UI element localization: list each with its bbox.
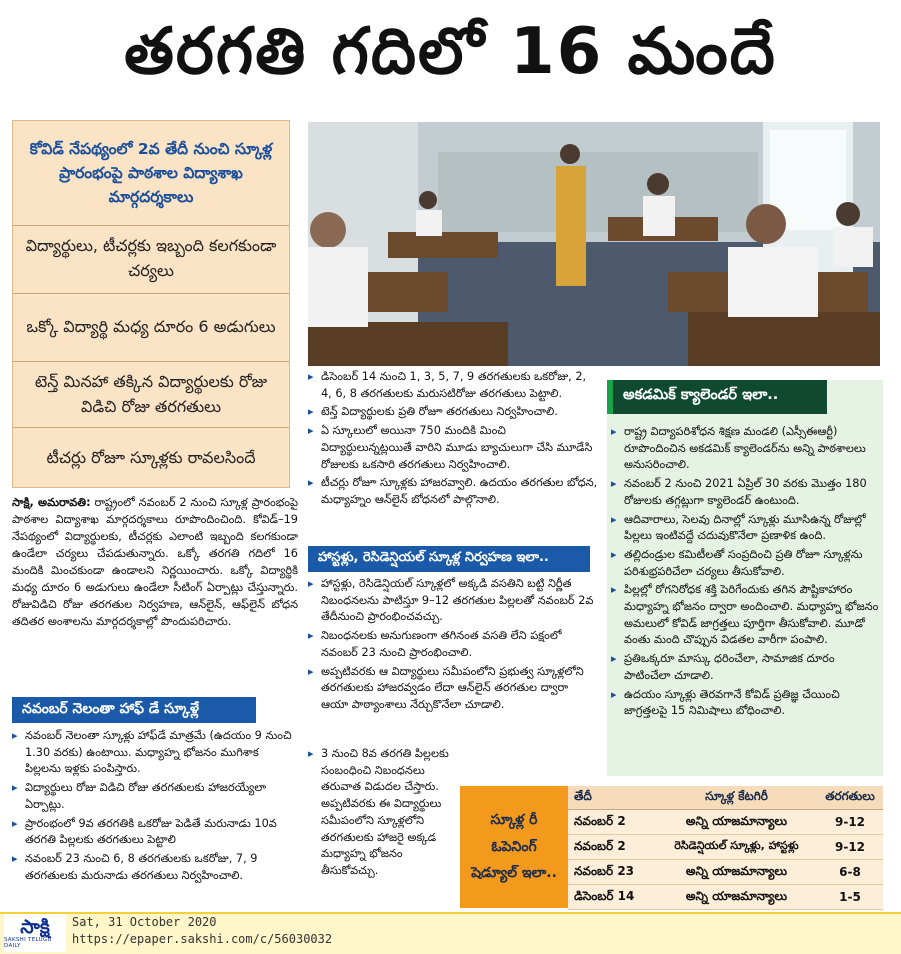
- schedule-label: [460, 786, 568, 908]
- hostel-last-point: ▸ 3 నుంచి 8వ తరగతి పిల్లలకు సంబంధించి నిబంధనలు తరువాత విడుదల చేస్తారు. అప్పటివరకు ఈ విద్యార్థులు సమీపంలోని స్కూళ్లలోని తరగతులకు హాజరై అక్కడ మధ్యాహ్న భోజనం తీసుకోవచ్చు.: [308, 747, 449, 877]
- list-item: ▸ ఆదివారాలు, సెలవు దినాల్లో స్కూళ్లు మూసిఉన్న రోజుల్లో పిల్లలు ఇంటివద్దే చదువుకొనేలా ప్రణాళిక ఉంది.: [611, 512, 879, 545]
- cell: 1-5: [817, 885, 883, 910]
- guideline-point: ఒక్కో విద్యార్థి మధ్య దూరం 6 అడుగులు: [26, 316, 276, 336]
- table-row: [568, 885, 883, 910]
- intro-text: రాష్ట్రంలో నవంబర్ 2 నుంచి స్కూళ్ల ప్రారంభంపై పాఠశాల విద్యాశాఖ మార్గదర్శకాలు రూపొందించింది. కోవిడ్–19 నేపథ్యంలో విద్యార్థులకు, టీచర్లకు ఎలాంటి ఇబ్బంది కలగకుండా ఉండేలా చర్యలు చేపడుతున్నారు. ఒక్కో తరగతి గదిలో 16 మందికి మించకుండా ఉండాలని నిర్ణయించారు. ఒక్కో విద్యార్థికి మధ్య దూరం 6 అడుగులు ఉండేలా సీటింగ్ ఏర్పాట్లు చేస్తున్నారు. రోజువిడిచి రోజు తరగతుల నిర్వహణ, ఆన్‌లైన్, ఆఫ్‌లైన్ బోధన తదితర అంశాలను మార్గదర్శకాల్లో పొందుపరిచారు.: [12, 496, 298, 628]
- sakshi-logo[interactable]: [4, 914, 66, 952]
- hostel-banner: హాస్టళ్లు, రెసిడెన్షియల్ స్కూళ్ల నిర్వహణ ఇలా..: [308, 546, 590, 572]
- headline: తరగతి గదిలో 16 మందే: [124, 14, 777, 89]
- list-item: ▸ నిబంధనలకు అనుగుణంగా తగినంత వసతి లేని పక్షంలో నవంబర్ 23 నుంచి ప్రారంభించాలి.: [308, 628, 598, 661]
- cell: 6-8: [817, 860, 883, 885]
- list-item: ▸ ప్రారంభంలో 9వ తరగతికి ఒకరోజు పెడితే మరునాడు 10వ తరగతి పిల్లలకు తరగతులు పెట్టాలి: [12, 816, 298, 849]
- classroom-photo-illustration: [308, 122, 880, 366]
- cell: 9-12: [817, 810, 883, 835]
- list-item: ▸ నవంబర్ నెలంతా స్కూళ్లు హాఫ్‌డే మాత్రమే (ఉదయం 9 నుంచి 1.30 వరకు) ఉంటాయి. మధ్యాహ్న భోజనం ముగిశాక పిల్లలను ఇళ్లకు పంపిస్తారు.: [12, 728, 298, 778]
- guideline-point: టీచర్లు రోజూ స్కూళ్లకు రావలసిందే: [46, 447, 256, 467]
- table-row: [568, 810, 883, 835]
- col-date: తేదీ: [568, 786, 656, 810]
- intro-paragraph: [12, 494, 298, 688]
- table-row: [568, 835, 883, 860]
- cell: అన్ని యాజమాన్యాలు: [656, 885, 817, 910]
- logo-subtitle: SAKSHI TELUGU DAILY: [4, 937, 52, 949]
- list-item: ▸ పిల్లల్లో రోగనిరోధక శక్తి పెరిగేందుకు తగిన పౌష్టికాహారం మధ్యాహ్న భోజనం ద్వారా అందించాలి. మధ్యాహ్న భోజనం అమలులో కోవిడ్ జాగ్రత్తలు పూర్తిగా తీసుకోవాలి. మూడో వంతు మంది చొప్పున విడతల వారీగా పంపాలి.: [611, 582, 879, 649]
- cell: 9-12: [817, 835, 883, 860]
- cell: రెసిడెన్షియల్ స్కూళ్లు, హాస్టళ్లు: [656, 835, 817, 860]
- halfday-banner: నవంబర్ నెలంతా హాఫ్ డే స్కూళ్లే: [12, 697, 256, 723]
- list-item: ▸ ప్రతిఒక్కరూ మాస్కు ధరించేలా, సామాజిక దూరం పాటించేలా చూడాలి.: [611, 651, 879, 684]
- epaper-link[interactable]: https://epaper.sakshi.com/c/56030032: [72, 932, 333, 946]
- list-item: ▸ టెన్త్ విద్యార్థులకు ప్రతి రోజూ తరగతులు నిర్వహించాలి.: [308, 404, 598, 421]
- list-item: ▸ డిసెంబర్ 14 నుంచి 1, 3, 5, 7, 9 తరగతులకు ఒకరోజు, 2, 4, 6, 8 తరగతులకు మరుసటిరోజు తరగతులు పెట్టాలి.: [308, 369, 598, 402]
- academic-banner: అకడమిక్ క్యాలెండర్ ఇలా..: [607, 380, 827, 414]
- cell: నవంబర్ 23: [568, 860, 656, 885]
- schedule-table: [568, 786, 883, 910]
- edition-date: Sat, 31 October 2020: [72, 915, 217, 929]
- list-item: ▸ నవంబర్ 23 నుంచి 6, 8 తరగతులకు ఒకరోజు, 7, 9 తరగతులకు మరునాడు తరగతులు నిర్వహించాలి.: [12, 851, 298, 884]
- table-header-row: [568, 786, 883, 810]
- list-item: ▸ అప్పటివరకు ఆ విద్యార్థులు సమీపంలోని ప్రభుత్వ స్కూళ్లలోని తరగతులకు హాజరవ్వడం లేదా ఆన్‌లైన్ తరగతుల ద్వారా ఆయా పాఠ్యాంశాలు నేర్చుకొనేలా చూడాలి.: [308, 664, 598, 714]
- list-item: ▸ విద్యార్థులు రోజు విడిచి రోజు తరగతులకు హాజరయ్యేలా ఏర్పాట్లు.: [12, 780, 298, 813]
- col-classes: తరగతులు: [817, 786, 883, 810]
- logo-text: సాక్షి: [20, 916, 50, 938]
- dateline: సాక్షి, అమరావతి:: [12, 496, 91, 509]
- list-item: ▸ హాస్టళ్లు, రెసిడెన్షియల్ స్కూళ్లలో అక్కడి వసతిని బట్టి నిర్ణీత నిబంధనలను పాటిస్తూ 9–12 తరగతుల పిల్లలతో నవంబర్ 2వ తేదీనుంచి ప్రారంభించవచ్చు.: [308, 576, 598, 626]
- guideline-point: విద్యార్థులు, టీచర్లకు ఇబ్బంది కలగకుండా చర్యలు: [25, 236, 277, 280]
- guideline-point: టెన్త్ మినహా తక్కిన విద్యార్థులకు రోజు విడిచి రోజు తరగతులు: [34, 372, 268, 416]
- list-item: ▸ నవంబర్ 2 నుంచి 2021 ఏప్రిల్ 30 వరకు మొత్తం 180 రోజులకు తగ్గట్లుగా క్యాలెండర్ ఉంటుంది.: [611, 476, 879, 509]
- cell: నవంబర్ 2: [568, 835, 656, 860]
- list-item: ▸ ఉదయం స్కూళ్లు తెరవగానే కోవిడ్ ప్రతిజ్ఞ చేయించి జాగ్రత్తలపై 15 నిమిషాలు బోధించాలి.: [611, 687, 879, 720]
- cell: నవంబర్ 2: [568, 810, 656, 835]
- cell: డిసెంబర్ 14: [568, 885, 656, 910]
- hostel-last-text: 3 నుంచి 8వ తరగతి పిల్లలకు సంబంధించి నిబంధనలు తరువాత విడుదల చేస్తారు. అప్పటివరకు ఈ విద్యార్థులు సమీపంలోని స్కూళ్లలోని తరగతులకు హాజరై అక్కడ మధ్యాహ్న భోజనం తీసుకోవచ్చు.: [321, 747, 449, 877]
- list-item: ▸ తల్లిదండ్రుల కమిటీలతో సంప్రదించి ప్రతి రోజూ స్కూళ్లను పరిశుభ్రపరిచేలా చర్యలు తీసుకోవాలి.: [611, 547, 879, 580]
- guidelines-box: [12, 120, 290, 488]
- guidelines-heading: కోవిడ్ నేపథ్యంలో 2వ తేదీ నుంచి స్కూళ్ల ప్రారంభంపై పాఠశాల విద్యాశాఖ మార్గదర్శకాలు: [29, 139, 273, 206]
- list-item: ▸ రాష్ట్ర విద్యాపరిశోధన శిక్షణ మండలి (ఎస్సీఈఆర్టీ) రూపొందించిన అకడమిక్ క్యాలెండర్‌ను అన్ని పాఠశాలలు అనుసరించాలి.: [611, 424, 879, 474]
- list-item: ▸ టీచర్లు రోజూ స్కూళ్లకు హాజరవ్వాలి. ఉదయం తరగతుల బోధన, మధ్యాహ్నం ఆన్‌లైన్ బోధనలో పాల్గొనాలి.: [308, 475, 598, 508]
- col-category: స్కూళ్ల కేటగిరీ: [656, 786, 817, 810]
- halfday-list: [12, 728, 298, 908]
- classroom-photo: [308, 122, 880, 366]
- academic-list: [611, 424, 879, 774]
- table-row: [568, 860, 883, 885]
- cell: అన్ని యాజమాన్యాలు: [656, 810, 817, 835]
- mid-list: [308, 369, 598, 541]
- schedule-label-text: స్కూళ్ల రీ ఓపెనింగ్ షెడ్యూల్ ఇలా..: [471, 812, 557, 882]
- list-item: ▸ ఏ స్కూలులో అయినా 750 మందికి మించి విద్యార్థులున్నట్లయితే వారిని మూడు బ్యాచులుగా చేసి మూడేసి రోజులకు ఒకసారి తరగతులు నిర్వహించాలి.: [308, 423, 598, 473]
- cell: అన్ని యాజమాన్యాలు: [656, 860, 817, 885]
